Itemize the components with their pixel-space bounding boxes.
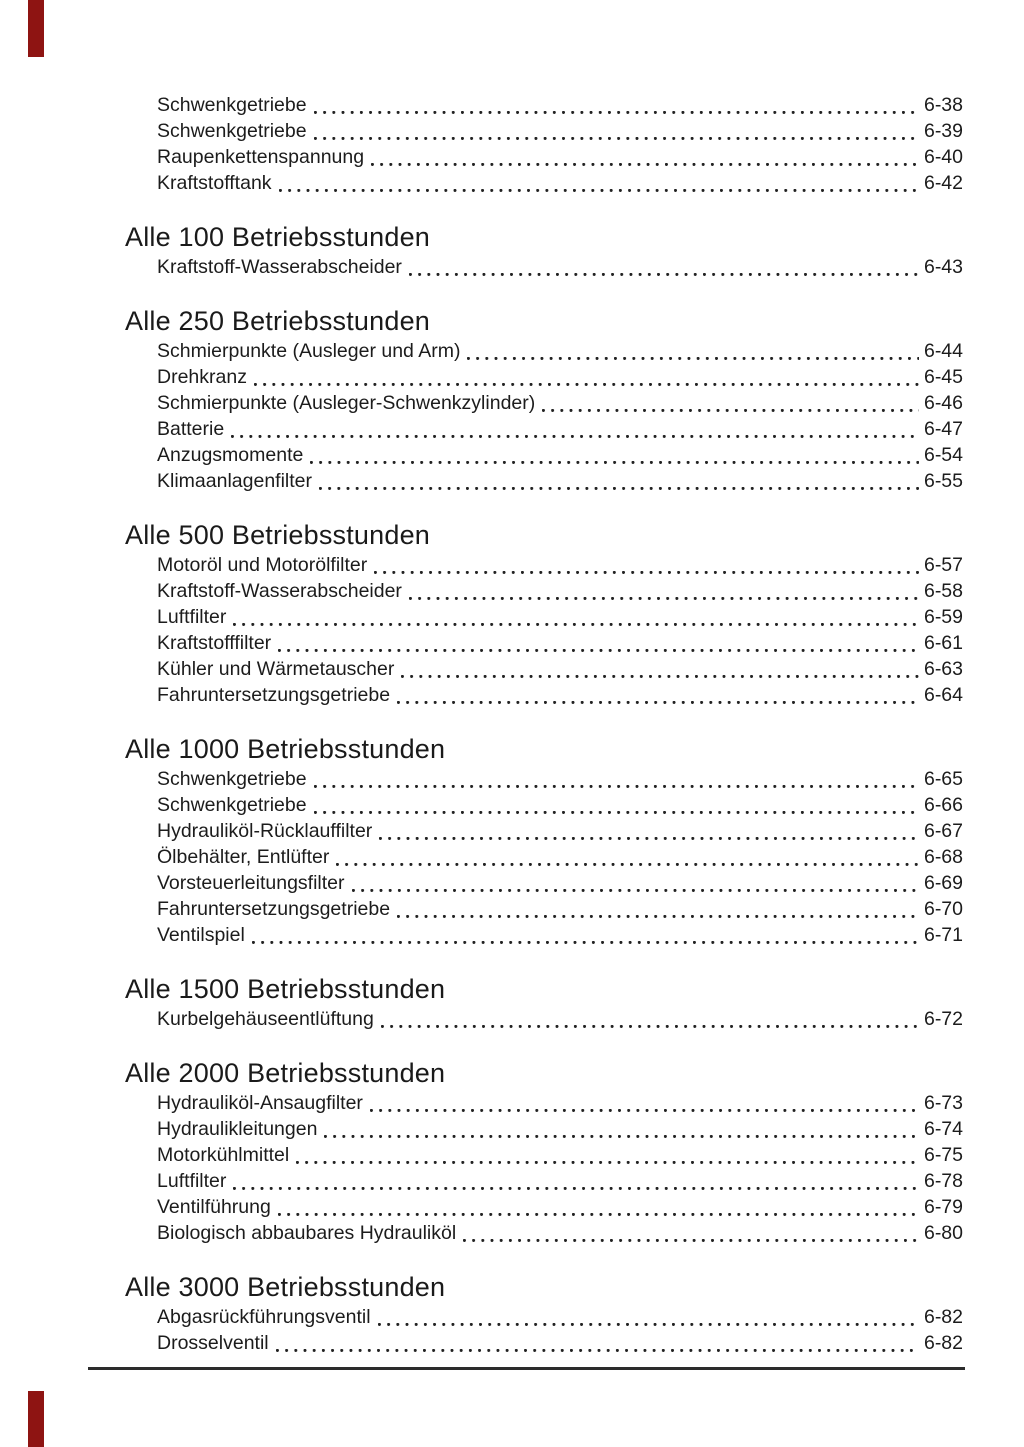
toc-entry[interactable] [157, 170, 963, 196]
toc-entry-label: Kraftstoff-Wasserabscheider [157, 256, 402, 278]
toc-entry-page-number: 6-43 [923, 256, 963, 278]
toc-entry-label: Schmierpunkte (Ausleger-Schwenkzylinder) [157, 392, 536, 414]
toc-entry[interactable] [157, 338, 963, 364]
toc-section [125, 1058, 963, 1246]
toc-entry[interactable] [157, 844, 963, 870]
toc-entry[interactable] [157, 118, 963, 144]
toc-entry[interactable] [157, 578, 963, 604]
toc-entry-label: Kraftstofffilter [157, 632, 272, 654]
toc-section-rows [157, 552, 963, 708]
toc-entry[interactable] [157, 1330, 963, 1356]
toc-entry-page-number: 6-65 [923, 768, 963, 790]
toc-section-heading: Alle 100 Betriebsstunden [125, 222, 431, 252]
dot-leader [409, 597, 919, 600]
toc-entry[interactable] [157, 1194, 963, 1220]
toc-entry-label: Ölbehälter, Entlüfter [157, 846, 330, 868]
toc-entry-label: Luftfilter [157, 606, 227, 628]
dot-leader [467, 357, 919, 360]
dot-leader [374, 571, 919, 574]
dot-leader [397, 701, 919, 704]
toc-section [125, 222, 963, 280]
toc-entry-label: Kraftstoff-Wasserabscheider [157, 580, 402, 602]
toc-entry[interactable] [157, 1304, 963, 1330]
dot-leader [314, 785, 919, 788]
toc-section-heading: Alle 250 Betriebsstunden [125, 306, 431, 336]
toc-entry-page-number: 6-78 [923, 1170, 963, 1192]
toc-entry-page-number: 6-39 [923, 120, 963, 142]
toc-entry-label: Vorsteuerleitungsfilter [157, 872, 345, 894]
dot-leader [397, 915, 919, 918]
dot-leader [310, 461, 919, 464]
toc-entry[interactable] [157, 1006, 963, 1032]
toc-entry-page-number: 6-73 [923, 1092, 963, 1114]
toc-entry[interactable] [157, 792, 963, 818]
toc-entry-label: Drehkranz [157, 366, 247, 388]
toc-entry-label: Hydrauliköl-Rücklauffilter [157, 820, 373, 842]
toc-entry-page-number: 6-69 [923, 872, 963, 894]
dot-leader [542, 409, 919, 412]
toc-section-rows [157, 338, 963, 494]
toc-entry-label: Batterie [157, 418, 225, 440]
toc-section-heading: Alle 2000 Betriebsstunden [125, 1058, 446, 1088]
dot-leader [233, 1187, 919, 1190]
toc-entry[interactable] [157, 364, 963, 390]
toc-entry[interactable] [157, 896, 963, 922]
toc-entry[interactable] [157, 630, 963, 656]
toc-section-rows [157, 254, 963, 280]
toc-entry-label: Motoröl und Motorölfilter [157, 554, 368, 576]
toc-entry[interactable] [157, 604, 963, 630]
toc-entry-label: Ventilführung [157, 1196, 271, 1218]
toc-entry-page-number: 6-67 [923, 820, 963, 842]
toc-entry[interactable] [157, 1090, 963, 1116]
table-of-contents [125, 92, 963, 1356]
toc-entry-page-number: 6-38 [923, 94, 963, 116]
dot-leader [324, 1135, 919, 1138]
toc-entry-page-number: 6-44 [923, 340, 963, 362]
toc-section [125, 306, 963, 494]
toc-entry-page-number: 6-55 [923, 470, 963, 492]
toc-entry[interactable] [157, 1116, 963, 1142]
toc-entry-page-number: 6-63 [923, 658, 963, 680]
toc-entry[interactable] [157, 552, 963, 578]
toc-entry-label: Fahruntersetzungsgetriebe [157, 898, 391, 920]
toc-entry-page-number: 6-66 [923, 794, 963, 816]
toc-entry-page-number: 6-74 [923, 1118, 963, 1140]
toc-entry-label: Hydrauliköl-Ansaugfilter [157, 1092, 363, 1114]
dot-leader [314, 111, 919, 114]
toc-entry-label: Abgasrückführungsventil [157, 1306, 371, 1328]
toc-entry-label: Luftfilter [157, 1170, 227, 1192]
toc-section-rows [157, 766, 963, 948]
toc-entry[interactable] [157, 1168, 963, 1194]
dot-leader [314, 811, 919, 814]
toc-entry-page-number: 6-71 [923, 924, 963, 946]
toc-section-heading: Alle 1500 Betriebsstunden [125, 974, 446, 1004]
toc-entry-page-number: 6-47 [923, 418, 963, 440]
toc-entry-label: Kühler und Wärmetauscher [157, 658, 395, 680]
toc-section-heading: Alle 500 Betriebsstunden [125, 520, 431, 550]
toc-entry-label: Klimaanlagenfilter [157, 470, 313, 492]
toc-entries-root [125, 92, 963, 1356]
toc-entry-label: Schwenkgetriebe [157, 120, 307, 142]
toc-entry-page-number: 6-54 [923, 444, 963, 466]
dot-leader [314, 137, 919, 140]
toc-entry-page-number: 6-72 [923, 1008, 963, 1030]
toc-entry-label: Schwenkgetriebe [157, 94, 307, 116]
toc-entry-page-number: 6-46 [923, 392, 963, 414]
toc-entry[interactable] [157, 766, 963, 792]
toc-entry-page-number: 6-57 [923, 554, 963, 576]
dot-leader [463, 1239, 919, 1242]
toc-section [125, 974, 963, 1032]
toc-entry-page-number: 6-59 [923, 606, 963, 628]
toc-entry-page-number: 6-82 [923, 1332, 963, 1354]
dot-leader [401, 675, 919, 678]
toc-section-heading: Alle 3000 Betriebsstunden [125, 1272, 446, 1302]
chapter-tab-top [28, 0, 44, 57]
toc-section [125, 734, 963, 948]
toc-entry-page-number: 6-68 [923, 846, 963, 868]
toc-entry-page-number: 6-75 [923, 1144, 963, 1166]
toc-entry-page-number: 6-61 [923, 632, 963, 654]
toc-entry-label: Biologisch abbaubares Hydrauliköl [157, 1222, 457, 1244]
dot-leader [378, 1323, 919, 1326]
footer-divider [88, 1367, 965, 1370]
toc-entry[interactable] [157, 254, 963, 280]
toc-section [125, 1272, 963, 1356]
dot-leader [252, 941, 919, 944]
toc-entry[interactable] [157, 682, 963, 708]
toc-entry-page-number: 6-64 [923, 684, 963, 706]
toc-section-rows [157, 1006, 963, 1032]
toc-entry-page-number: 6-79 [923, 1196, 963, 1218]
dot-leader [409, 273, 919, 276]
toc-entry-label: Schwenkgetriebe [157, 768, 307, 790]
toc-entry[interactable] [157, 144, 963, 170]
toc-entry-label: Drosselventil [157, 1332, 269, 1354]
toc-entry-label: Kurbelgehäuseentlüftung [157, 1008, 374, 1030]
toc-entry[interactable] [157, 922, 963, 948]
toc-entry-page-number: 6-70 [923, 898, 963, 920]
toc-entry-page-number: 6-45 [923, 366, 963, 388]
toc-entry-label: Kraftstofftank [157, 172, 272, 194]
toc-entry[interactable] [157, 390, 963, 416]
toc-section [125, 520, 963, 708]
toc-entry[interactable] [157, 1220, 963, 1246]
dot-leader [319, 487, 919, 490]
toc-entry-page-number: 6-80 [923, 1222, 963, 1244]
toc-entry-page-number: 6-58 [923, 580, 963, 602]
toc-entry-label: Schmierpunkte (Ausleger und Arm) [157, 340, 461, 362]
dot-leader [352, 889, 919, 892]
toc-entry-label: Motorkühlmittel [157, 1144, 290, 1166]
toc-entry-label: Fahruntersetzungsgetriebe [157, 684, 391, 706]
dot-leader [296, 1161, 919, 1164]
dot-leader [233, 623, 919, 626]
toc-entry[interactable] [157, 442, 963, 468]
dot-leader [276, 1349, 919, 1352]
toc-entry[interactable] [157, 416, 963, 442]
toc-entry-label: Anzugsmomente [157, 444, 304, 466]
dot-leader [278, 1213, 919, 1216]
chapter-tab-bottom [28, 1391, 44, 1447]
dot-leader [370, 1109, 919, 1112]
dot-leader [231, 435, 919, 438]
toc-entry-label: Hydraulikleitungen [157, 1118, 318, 1140]
dot-leader [254, 383, 919, 386]
toc-entry-label: Schwenkgetriebe [157, 794, 307, 816]
toc-entry-page-number: 6-82 [923, 1306, 963, 1328]
toc-section-rows [157, 1304, 963, 1356]
toc-entry[interactable] [157, 1142, 963, 1168]
dot-leader [381, 1025, 919, 1028]
toc-entry[interactable] [157, 468, 963, 494]
toc-section-heading: Alle 1000 Betriebsstunden [125, 734, 446, 764]
dot-leader [371, 163, 919, 166]
toc-entry-label: Ventilspiel [157, 924, 245, 946]
toc-entry[interactable] [157, 870, 963, 896]
toc-entry-page-number: 6-42 [923, 172, 963, 194]
toc-entry[interactable] [157, 656, 963, 682]
toc-entry-page-number: 6-40 [923, 146, 963, 168]
toc-section-rows [157, 1090, 963, 1246]
toc-entry[interactable] [157, 818, 963, 844]
dot-leader [336, 863, 919, 866]
toc-entry-label: Raupenkettenspannung [157, 146, 365, 168]
dot-leader [278, 649, 919, 652]
dot-leader [379, 837, 919, 840]
toc-entry[interactable] [157, 92, 963, 118]
dot-leader [279, 189, 919, 192]
